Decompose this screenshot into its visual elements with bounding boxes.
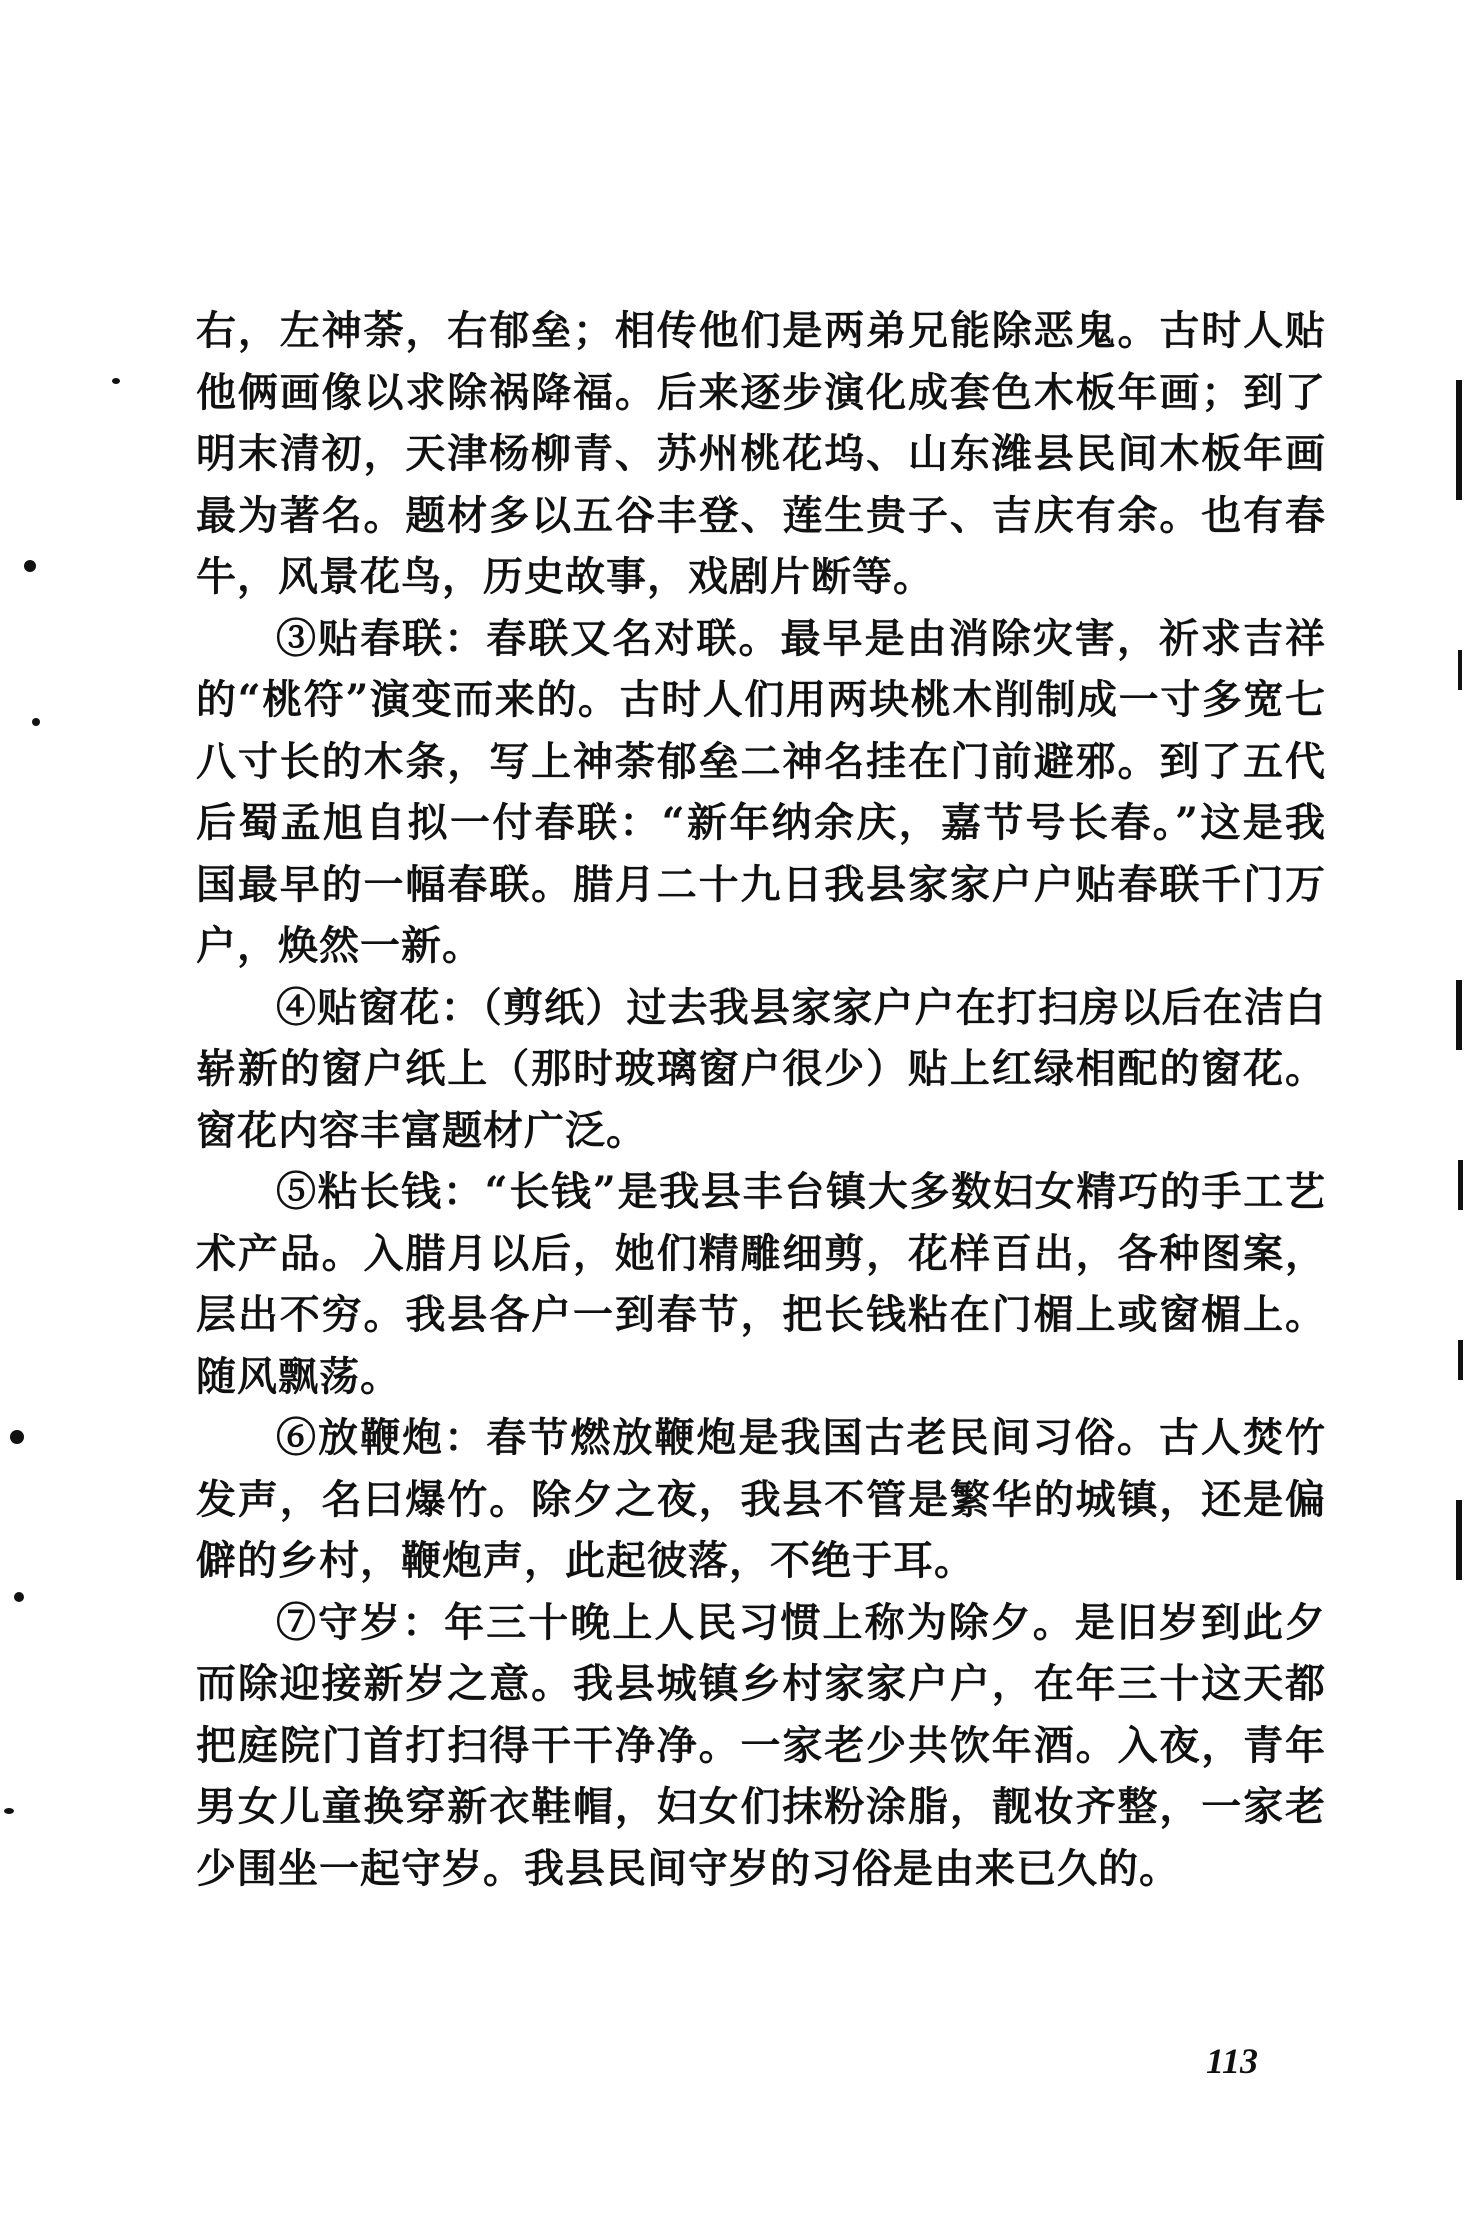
scan-speck — [24, 560, 36, 572]
scan-speck — [4, 1808, 14, 1814]
scan-speck — [112, 378, 120, 384]
scan-edge-mark — [1458, 650, 1462, 690]
scan-speck — [10, 1430, 24, 1444]
paragraph-window-paper-cuts: ④贴窗花：（剪纸）过去我县家家户户在打扫房以后在洁白崭新的窗户纸上（那时玻璃窗户很少）贴上红绿相配的窗花。窗花内容丰富题材广泛。 — [196, 983, 1326, 1154]
scan-speck — [32, 718, 40, 726]
scan-edge-mark — [1456, 1500, 1462, 1580]
scan-edge-mark — [1456, 980, 1462, 1050]
paragraph-long-money: ⑤粘长钱：“长钱”是我县丰台镇大多数妇女精巧的手工艺术产品。入腊月以后，她们精雕细剪，花样百出，各种图案，层出不穷。我县各户一到春节，把长钱粘在门楣上或窗楣上。随风飘荡。 — [196, 1168, 1326, 1400]
scan-edge-mark — [1458, 1340, 1463, 1380]
scan-speck — [14, 1592, 24, 1602]
paragraph-new-years-eve-vigil: ⑦守岁：年三十晚上人民习惯上称为除夕。是旧岁到此夕而除迎接新岁之意。我县城镇乡村家家户户，在年三十这天都把庭院门首打扫得干干净净。一家老少共饮年酒。入夜，青年男女儿童换穿新衣鞋帽，妇女们抹粉涂脂，靓妆齐整，一家老少围坐一起守岁。我县民间守岁的习俗是由来已久的。 — [196, 1598, 1326, 1892]
body-text — [196, 300, 1326, 1899]
page-number: 113 — [1206, 2041, 1259, 2081]
paragraph-firecrackers: ⑥放鞭炮：春节燃放鞭炮是我国古老民间习俗。古人焚竹发声，名曰爆竹。除夕之夜，我县不管是繁华的城镇，还是偏僻的乡村，鞭炮声，此起彼落，不绝于耳。 — [196, 1414, 1326, 1584]
scan-edge-mark — [1458, 1160, 1463, 1210]
scan-edge-mark — [1456, 380, 1462, 500]
paragraph-men-shen-continued: 右，左神荼，右郁垒；相传他们是两弟兄能除恶鬼。古时人贴他俩画像以求除祸降福。后来逐步演化成套色木板年画；到了明末清初，天津杨柳青、苏州桃花坞、山东潍县民间木板年画最为著名。题材多以五谷丰登、莲生贵子、吉庆有余。也有春牛，风景花鸟，历史故事，戏剧片断等。 — [196, 307, 1326, 600]
paragraph-spring-couplets: ③贴春联：春联又名对联。最早是由消除灾害，祈求吉祥的“桃符”演变而来的。古时人们用两块桃木削制成一寸多宽七八寸长的木条，写上神荼郁垒二神名挂在门前避邪。到了五代后蜀孟旭自拟一付春联：“新年纳余庆，嘉节号长春。”这是我国最早的一幅春联。腊月二十九日我县家家户户贴春联千门万户，焕然一新。 — [196, 614, 1326, 969]
